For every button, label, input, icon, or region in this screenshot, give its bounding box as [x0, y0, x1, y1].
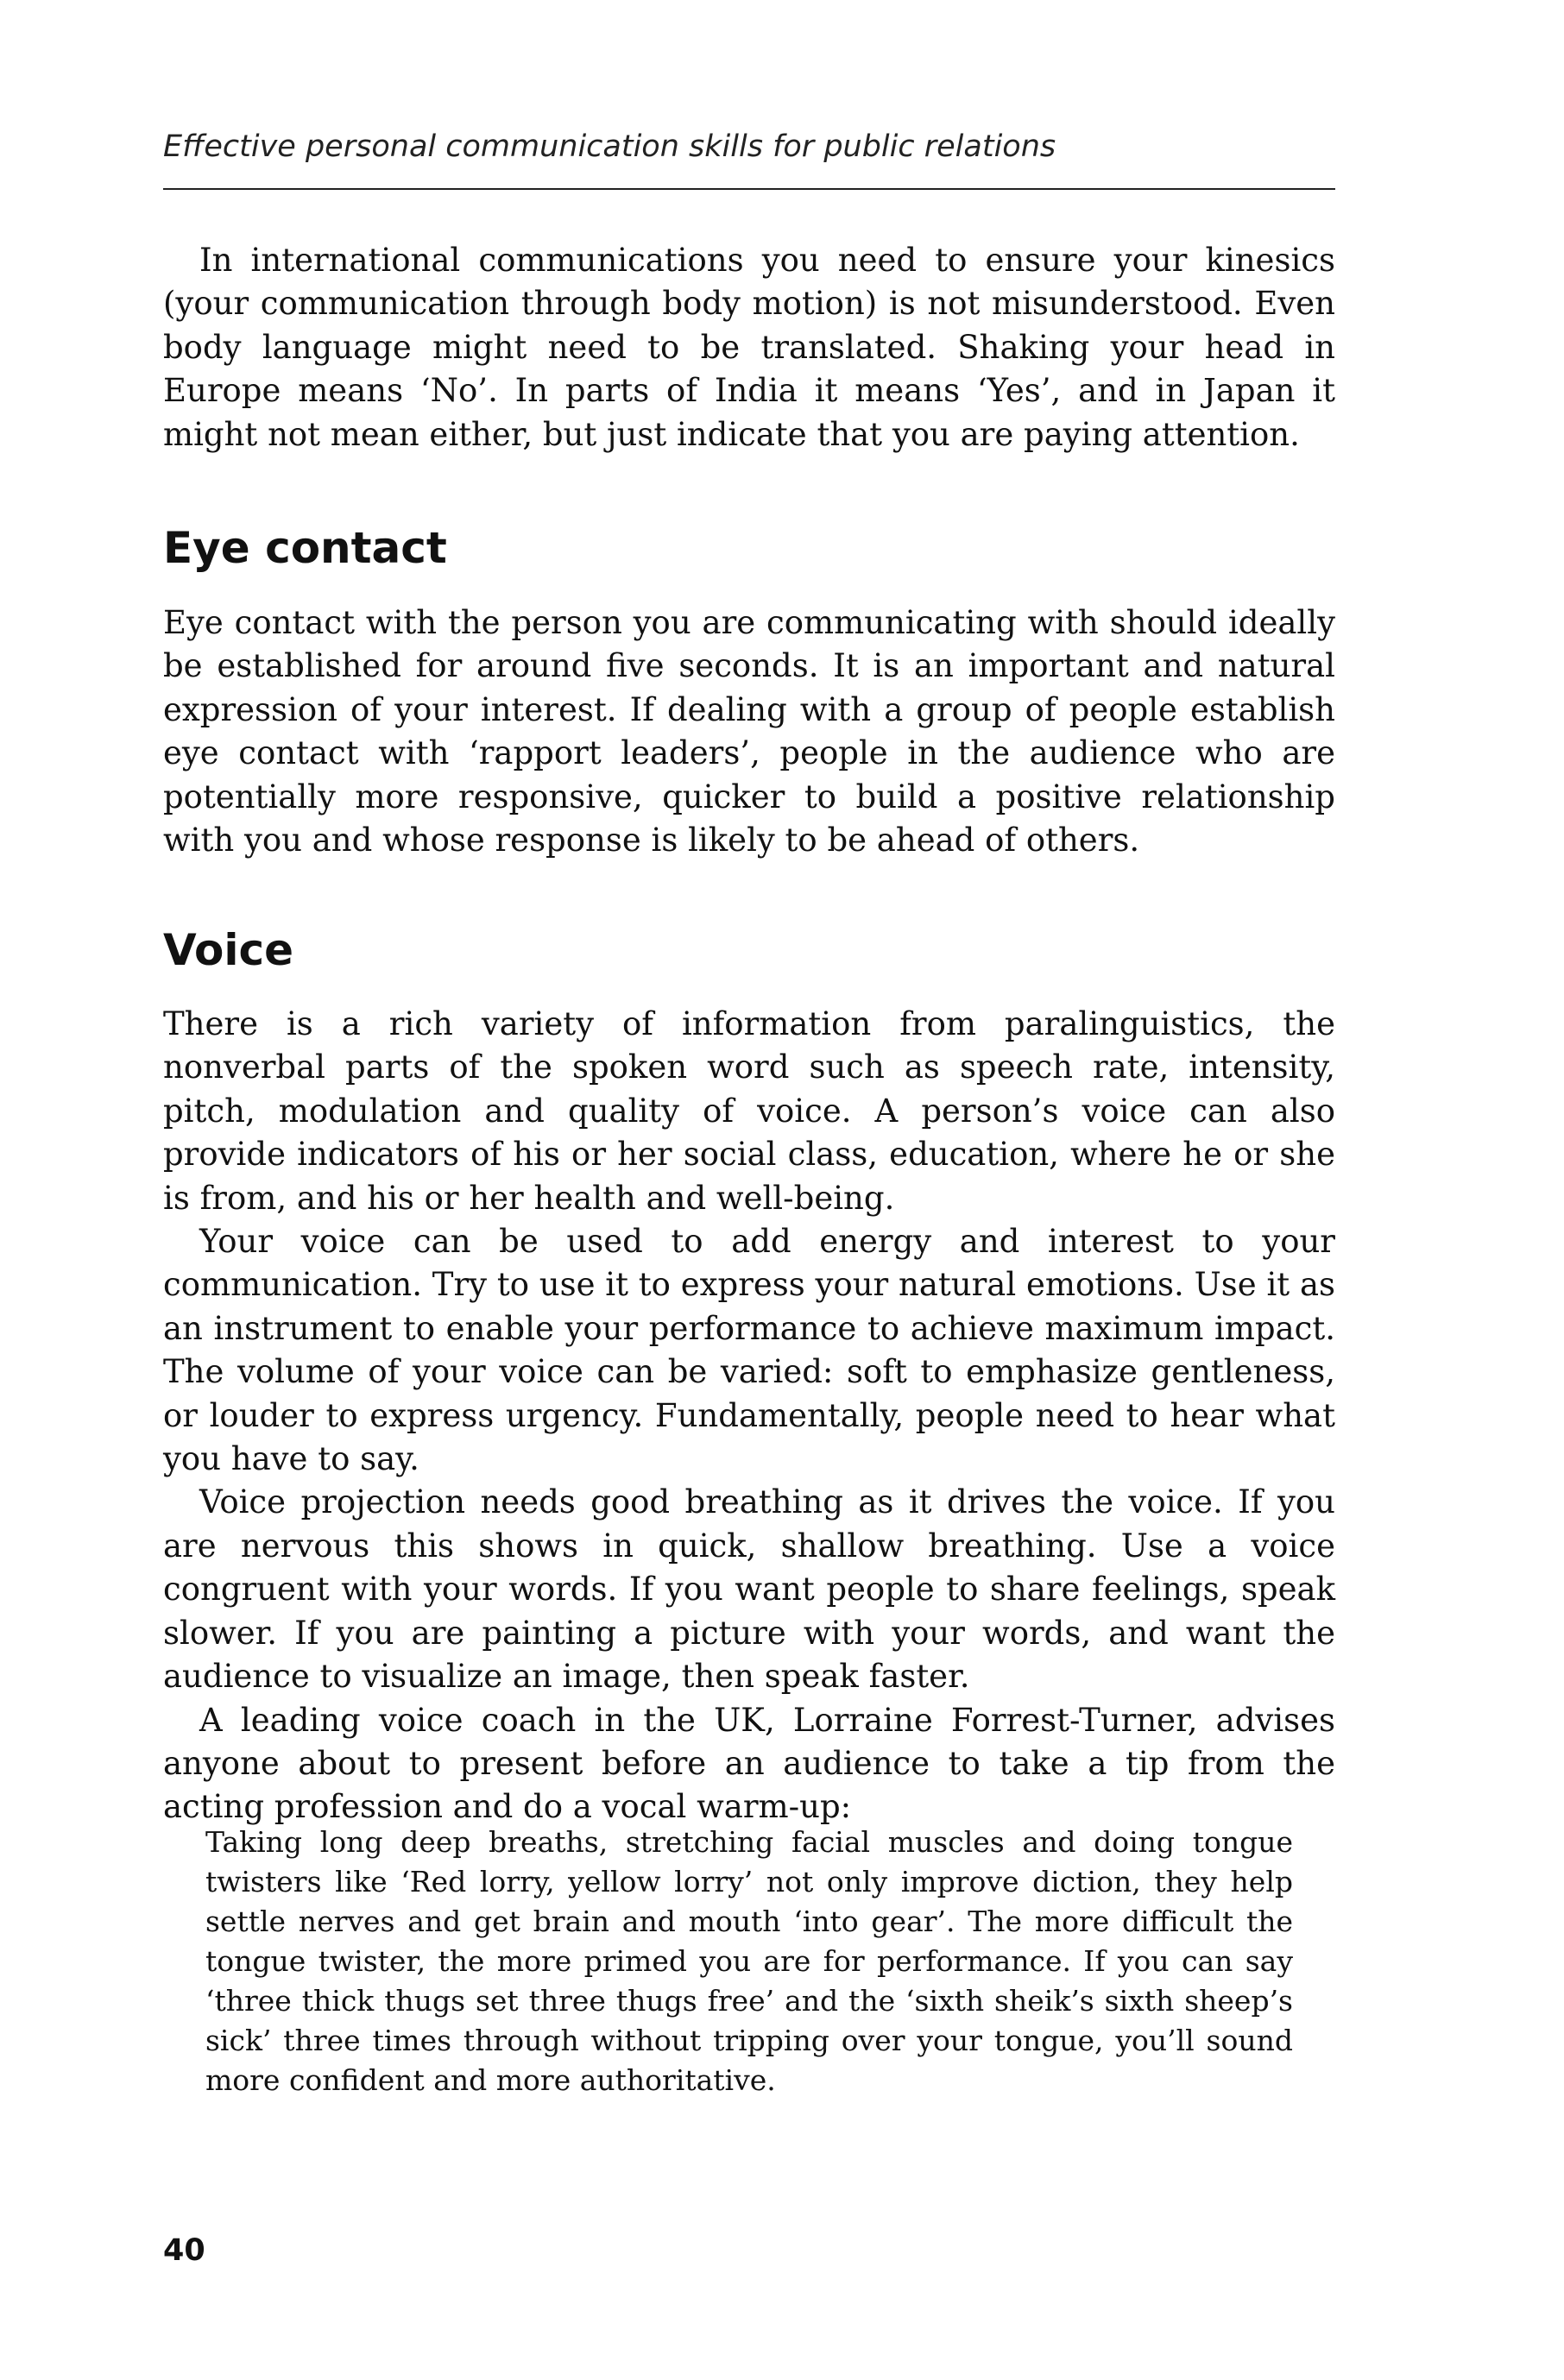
- running-head: Effective personal communication skills for public relations: [163, 129, 1056, 164]
- voice-paragraph-3: Voice projection needs good breathing as it drives the voice. If you are nervous this shows in quick, shallow breathing. Use a voice congruent with your words. If you want people to share feelings, speak slower. If you are painting a picture with your words, and want the audience to visualize an image, then speak faster.: [163, 1483, 1335, 1696]
- eye-contact-paragraph: Eye contact with the person you are communicating with should ideally be established for around five seconds. It is an important and natural expression of your interest. If dealing with a group of people establish eye contact with ‘rapport leaders’, people in the audience who are potentially more responsive, quicker to build a positive relationship with you and whose response is likely to be ahead of others.: [163, 604, 1335, 859]
- voice-paragraph-2: Your voice can be used to add energy and interest to your communication. Try to use it to express your natural emotions. Use it as an instrument to enable your performance to achieve maximum impact. The volume of your voice can be varied: soft to emphasize gentleness, or louder to express urgency. Fundamentally, people need to hear what you have to say.: [163, 1223, 1335, 1478]
- intro-paragraph: In international communications you need to ensure your kinesics (your communication through body motion) is not misunderstood. Even body language might need to be translated. Shaking your head in Europe means ‘No’. In parts of India it means ‘Yes’, and in Japan it might not mean either, but just indicate that you are paying attention.: [163, 242, 1335, 453]
- voice-section: [163, 1003, 1335, 1829]
- eye-contact-section: [163, 601, 1335, 862]
- block-quote: Taking long deep breaths, stretching facial muscles and doing tongue twisters like ‘Red lorry, yellow lorry’ not only improve diction, they help settle nerves and get brain and mouth ‘into gear’. The more difficult the tongue twister, the more primed you are for performance. If you can say ‘three thick thugs set three thugs free’ and the ‘sixth sheik’s sixth sheep’s sick’ three times through without tripping over your tongue, you’ll sound more confident and more authoritative.: [205, 1825, 1293, 2097]
- eye-contact-heading: Eye contact: [163, 523, 447, 573]
- intro-section: [163, 239, 1335, 456]
- page-number: 40: [163, 2233, 205, 2268]
- header-rule: [163, 188, 1335, 190]
- voice-paragraph-1: There is a rich variety of information from paralinguistics, the nonverbal parts of the spoken word such as speech rate, intensity, pitch, modulation and quality of voice. A person’s voice can also provide indicators of his or her social class, education, where he or she is from, and his or her health and well-being.: [163, 1005, 1335, 1217]
- voice-paragraph-4: A leading voice coach in the UK, Lorraine Forrest-Turner, advises anyone about to present before an audience to take a tip from the acting profession and do a vocal warm-up:: [163, 1701, 1335, 1826]
- voice-heading: Voice: [163, 925, 294, 975]
